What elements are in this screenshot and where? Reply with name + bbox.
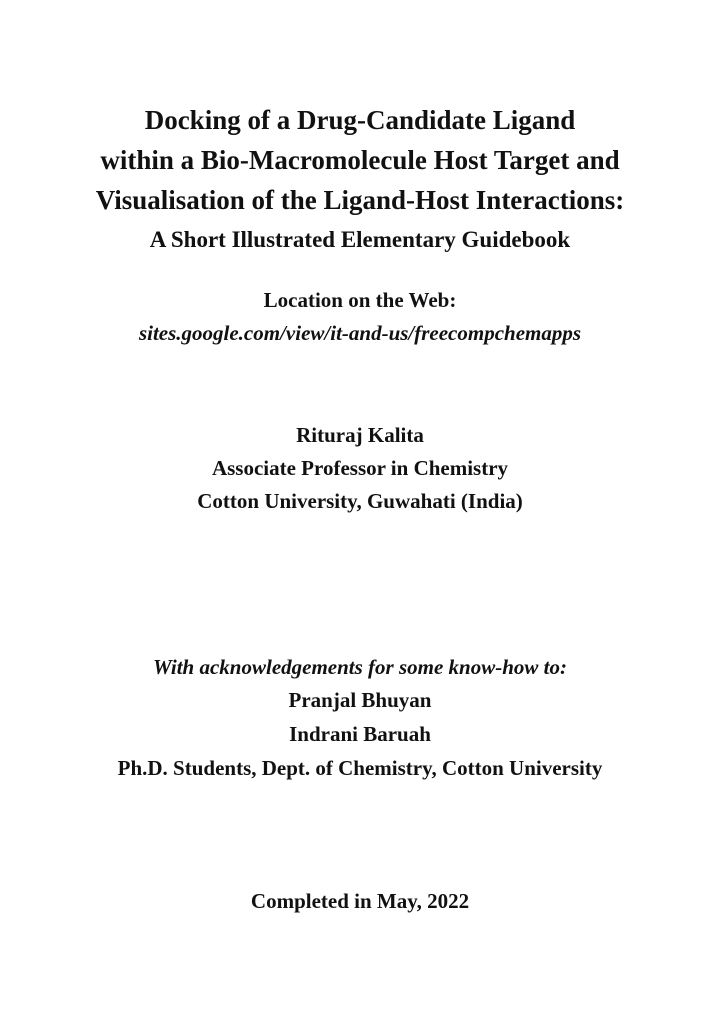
acknowledged-person: Pranjal Bhuyan [288, 688, 432, 712]
completion-date: Completed in May, 2022 [250, 889, 470, 913]
acknowledgements-heading: With acknowledgements for some know-how to: [152, 655, 567, 679]
author-position: Associate Professor in Chemistry [211, 456, 509, 480]
title-line-2: within a Bio-Macromolecule Host Target and [100, 145, 620, 175]
acknowledged-role: Ph.D. Students, Dept. of Chemistry, Cotton University [117, 756, 603, 780]
author-name: Rituraj Kalita [296, 423, 424, 447]
title-line-1: Docking of a Drug-Candidate Ligand [144, 105, 576, 135]
acknowledged-person: Indrani Baruah [289, 722, 431, 746]
location-url: sites.google.com/view/it-and-us/freecompchemapps [138, 321, 582, 345]
subtitle: A Short Illustrated Elementary Guidebook [149, 227, 571, 252]
title-line-3: Visualisation of the Ligand-Host Interactions: [95, 185, 625, 215]
author-affiliation: Cotton University, Guwahati (India) [197, 489, 523, 513]
location-label: Location on the Web: [263, 288, 457, 312]
